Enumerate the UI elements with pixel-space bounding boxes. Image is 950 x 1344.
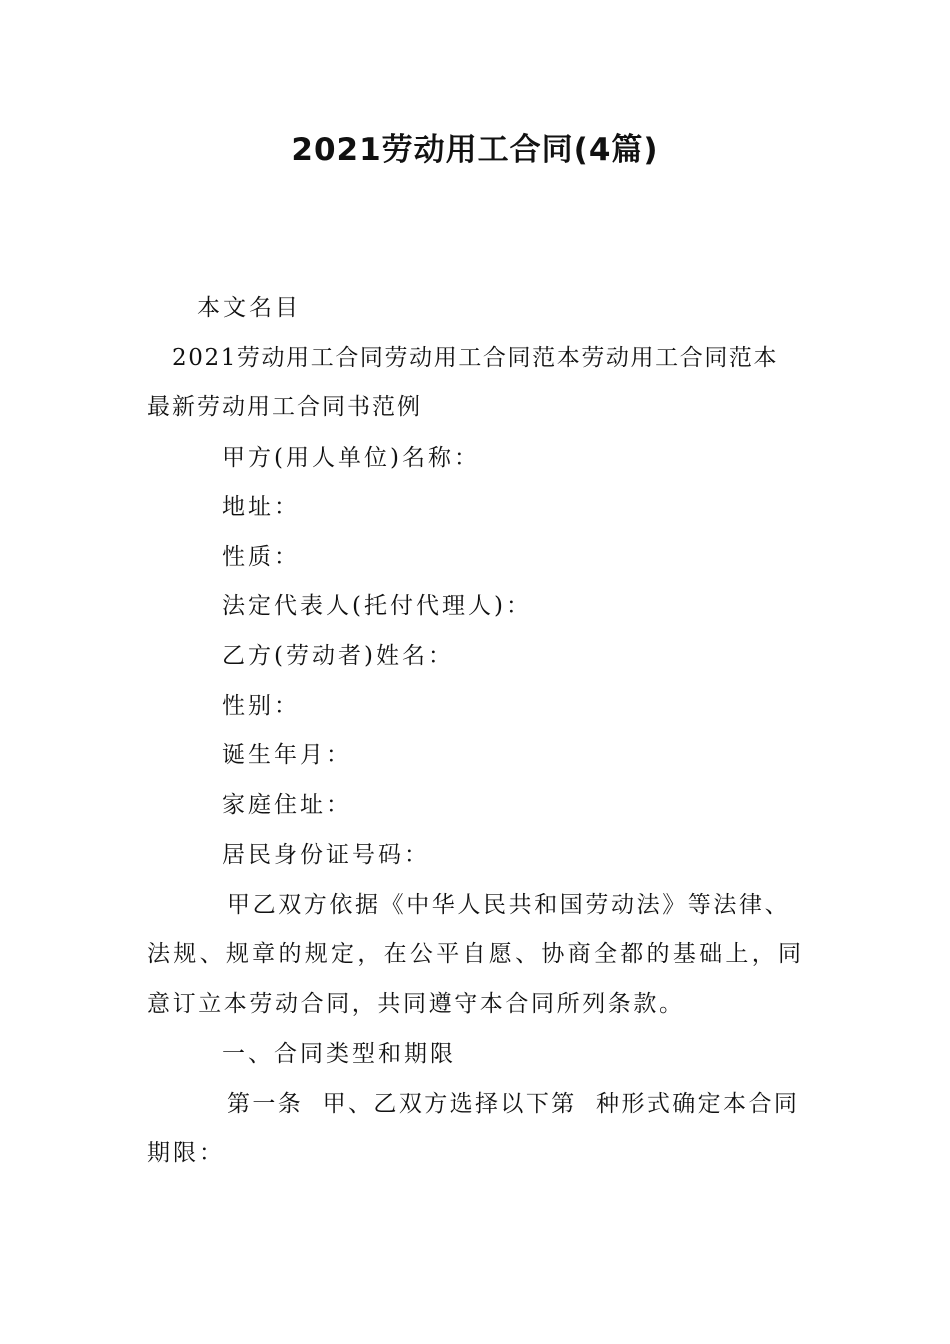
toc-line-1: 2021劳动用工合同劳动用工合同范本劳动用工合同范本 [172, 345, 779, 371]
article-1-line-1: 第一条 甲、乙双方选择以下第 种形式确定本合同 [227, 1091, 800, 1117]
intro-line-2: 法规、规章的规定，在公平自愿、协商全都的基础上，同 [147, 941, 803, 967]
toc-line-2: 最新劳动用工合同书范例 [147, 394, 422, 420]
field-gender: 性别： [222, 693, 300, 719]
field-legal-representative: 法定代表人(托付代理人)： [222, 593, 532, 619]
intro-line-3: 意订立本劳动合同，共同遵守本合同所列条款。 [147, 991, 685, 1017]
article-1-line-2: 期限： [147, 1140, 225, 1166]
document-title: 2021劳动用工合同(4篇) [291, 132, 659, 168]
field-home-address: 家庭住址： [222, 792, 352, 818]
section-1-heading: 一、合同类型和期限 [222, 1041, 456, 1067]
intro-line-1: 甲乙双方依据《中华人民共和国劳动法》等法律、 [227, 892, 791, 918]
field-birth-date: 诞生年月： [222, 742, 352, 768]
field-id-number: 居民身份证号码： [222, 842, 430, 868]
field-address: 地址： [222, 494, 300, 520]
field-nature: 性质： [222, 544, 300, 570]
field-employee-name: 乙方(劳动者)姓名： [222, 643, 454, 669]
toc-heading: 本文名目 [197, 295, 301, 321]
field-employer-name: 甲方(用人单位)名称： [222, 445, 480, 471]
